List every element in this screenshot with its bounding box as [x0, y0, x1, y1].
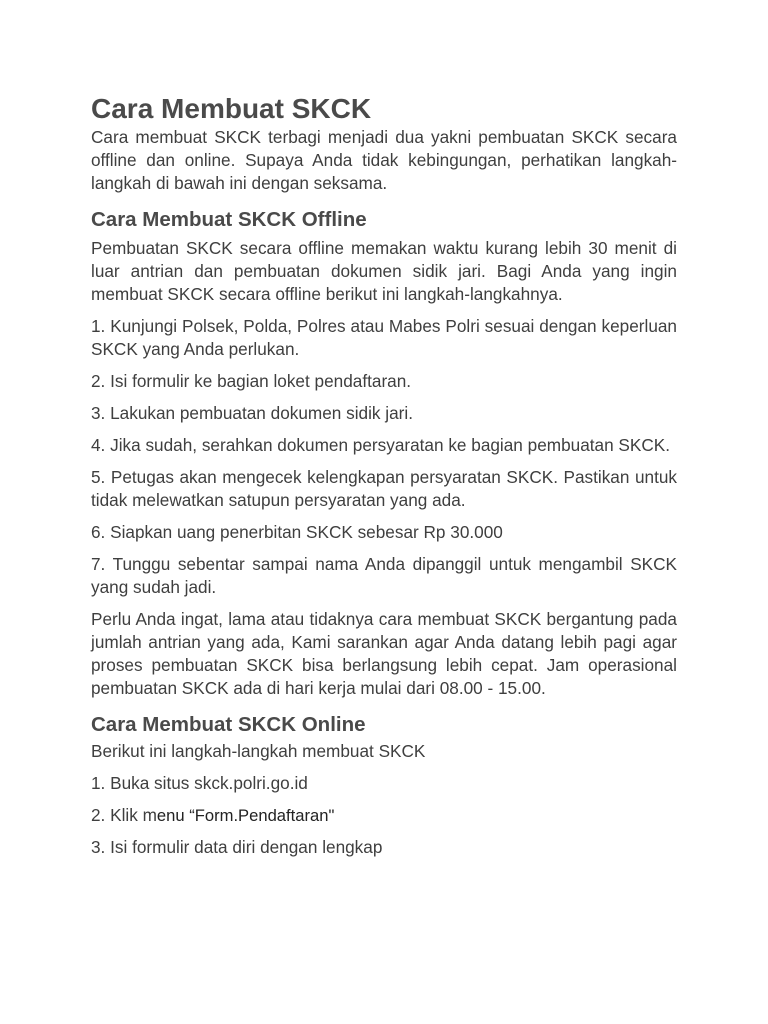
document-page — [91, 92, 677, 859]
offline-step-4: 4. Jika sudah, serahkan dokumen persyaratan ke bagian pembuatan SKCK. — [91, 435, 671, 455]
offline-step-3: 3. Lakukan pembuatan dokumen sidik jari. — [91, 403, 413, 423]
intro-paragraph: Cara membuat SKCK terbagi menjadi dua yakni pembuatan SKCK secara offline dan online. Supaya Anda tidak kebingungan, perhatikan langkah-langkah di bawah ini dengan seksama. — [91, 127, 677, 193]
offline-step-1: 1. Kunjungi Polsek, Polda, Polres atau Mabes Polri sesuai dengan keperluan SKCK yang Anda perlukan. — [91, 316, 677, 359]
online-step-3: 3. Isi formulir data diri dengan lengkap — [91, 837, 383, 857]
offline-note-paragraph: Perlu Anda ingat, lama atau tidaknya cara membuat SKCK bergantung pada jumlah antrian yang ada, Kami sarankan agar Anda datang lebih pagi agar proses pembuatan SKCK bisa berlangsung lebih cepat. Jam operasional pembuatan SKCK ada di hari kerja mulai dari 08.00 - 15.00. — [91, 609, 677, 698]
online-step-1: 1. Buka situs skck.polri.go.id — [91, 773, 308, 793]
page-title: Cara Membuat SKCK — [91, 93, 372, 124]
offline-step-5: 5. Petugas akan mengecek kelengkapan persyaratan SKCK. Pastikan untuk tidak melewatkan satupun persyaratan yang ada. — [91, 467, 677, 510]
offline-intro-paragraph: Pembuatan SKCK secara offline memakan waktu kurang lebih 30 menit di luar antrian dan pembuatan dokumen sidik jari. Bagi Anda yang ingin membuat SKCK secara offline berikut ini langkah-langkahnya. — [91, 238, 677, 304]
online-step-2-menu-text: enu “Form.Pendaftaran" — [156, 806, 335, 825]
online-step-2 — [91, 804, 677, 827]
offline-heading: Cara Membuat SKCK Offline — [91, 208, 367, 231]
online-intro-paragraph: Berikut ini langkah-langkah membuat SKCK — [91, 741, 426, 761]
offline-step-7: 7. Tunggu sebentar sampai nama Anda dipanggil untuk mengambil SKCK yang sudah jadi. — [91, 554, 677, 597]
online-heading: Cara Membuat SKCK Online — [91, 713, 366, 736]
offline-step-2: 2. Isi formulir ke bagian loket pendaftaran. — [91, 371, 412, 391]
offline-step-6: 6. Siapkan uang penerbitan SKCK sebesar Rp 30.000 — [91, 522, 503, 542]
online-step-2-prefix: 2. Klik m — [91, 805, 157, 825]
